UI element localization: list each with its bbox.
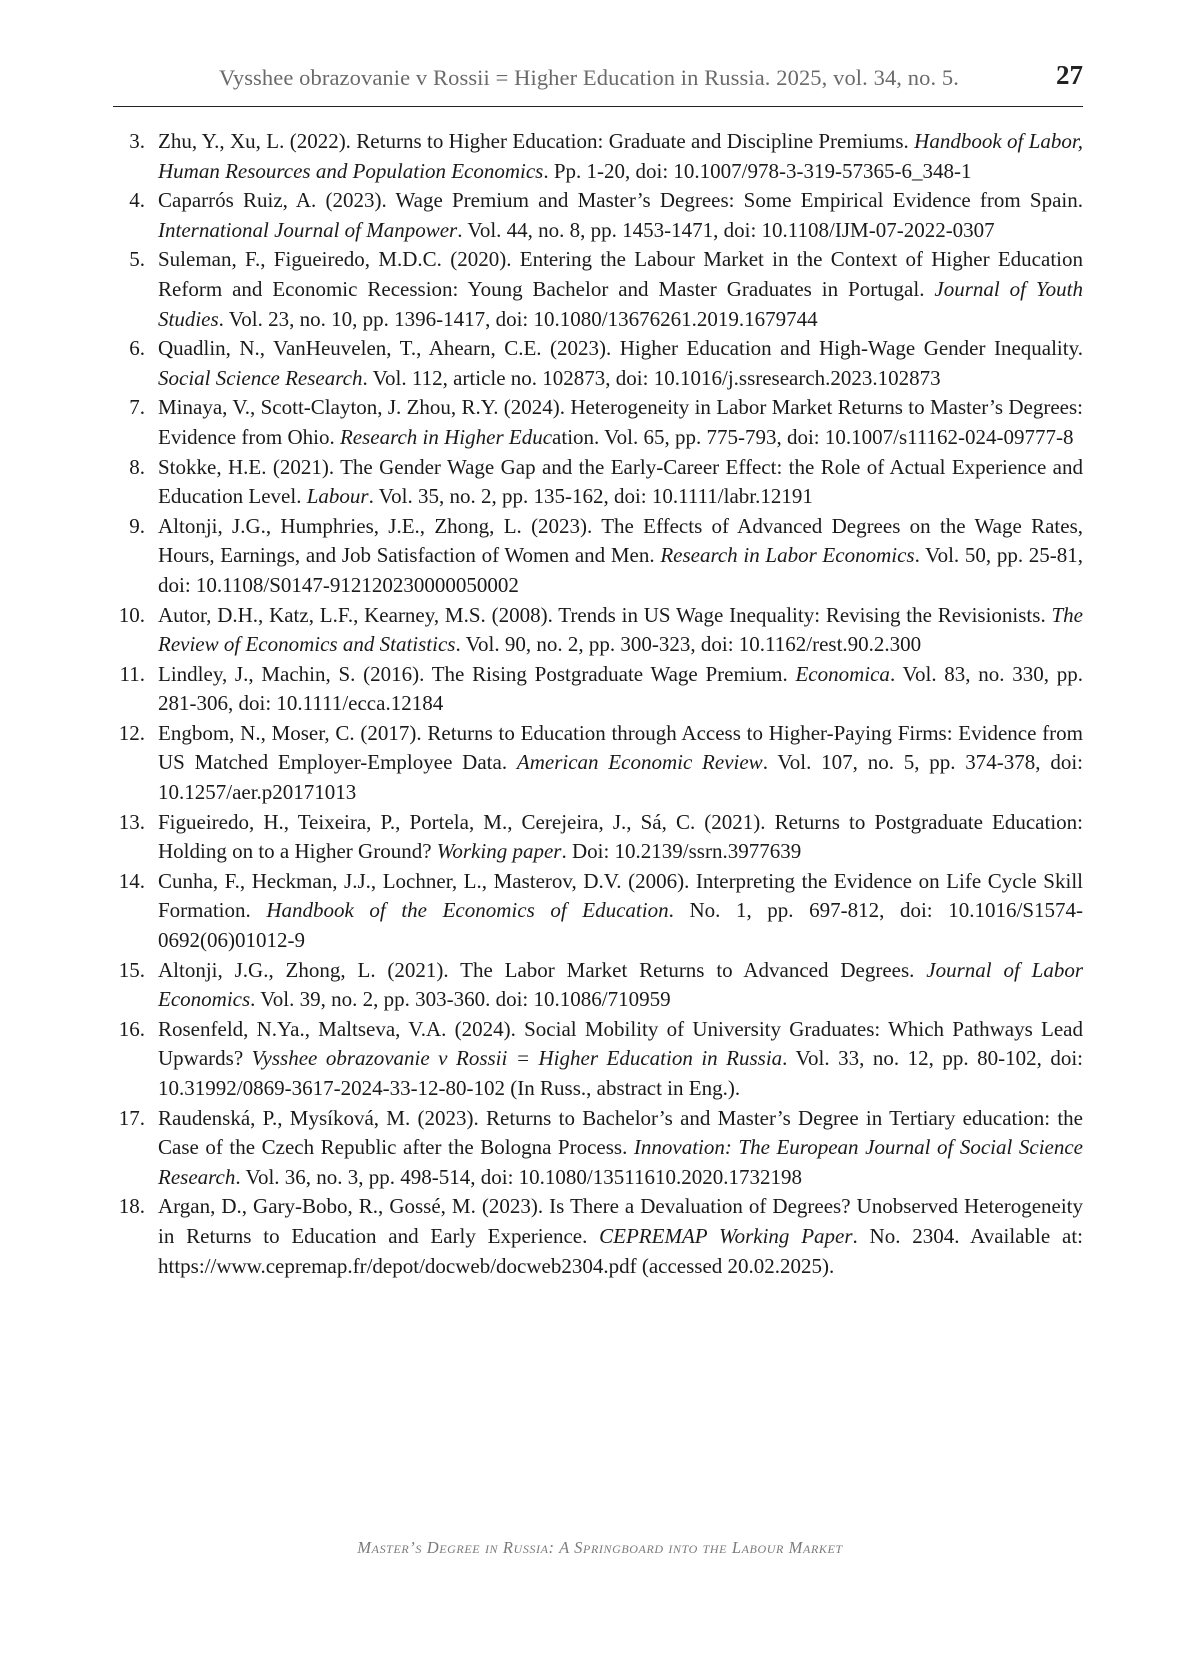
reference-source: Research in Labor Economics xyxy=(660,543,915,568)
reference-text: Altonji, J.G., Humphries, J.E., Zhong, L. (2023). The Effects of Advanced Degrees on the Wage Rates, Hours, Earnings, and Job Satisfaction of Women and Men. xyxy=(158,513,1083,568)
reference-text: Figueiredo, H., Teixeira, P., Portela, M., Cerejeira, J., Sá, C. (2021). Returns to Postgraduate Education: Holding on to a Higher Ground? xyxy=(158,809,1083,864)
reference-details: . Vol. 83, no. 330, pp. 281-306, doi: 10.1111/ecca.12184 xyxy=(158,661,1083,716)
reference-text: Altonji, J.G., Zhong, L. (2021). The Labor Market Returns to Advanced Degrees. xyxy=(158,957,927,982)
reference-details: . Vol. 36, no. 3, pp. 498-514, doi: 10.1080/13511610.2020.1732198 xyxy=(235,1164,802,1189)
reference-item xyxy=(113,867,1083,956)
reference-details: ation. Vol. 65, pp. 775-793, doi: 10.1007/s11162-024-09777-8 xyxy=(552,424,1074,449)
reference-text: Stokke, H.E. (2021). The Gender Wage Gap and the Early-Career Effect: the Role of Actual Experience and Education Level. xyxy=(158,454,1083,509)
reference-item xyxy=(113,1104,1083,1193)
reference-source: American Economic Review xyxy=(516,750,763,775)
reference-number: 8. xyxy=(129,454,145,479)
reference-number: 16. xyxy=(118,1016,145,1041)
reference-details: . Vol. 33, no. 12, pp. 80-102, doi: 10.31992/0869-3617-2024-33-12-80-102 (In Russ., abstract in Eng.). xyxy=(158,1046,1084,1100)
reference-item xyxy=(113,660,1083,719)
reference-text: Quadlin, N., VanHeuvelen, T., Ahearn, C.E. (2023). Higher Education and High-Wage Gender Inequality. xyxy=(158,336,1083,361)
reference-number: 11. xyxy=(119,661,145,686)
reference-item xyxy=(113,334,1083,393)
reference-details: . Doi: 10.2139/ssrn.3977639 xyxy=(561,839,802,864)
reference-source: Labour xyxy=(306,484,369,509)
page-header xyxy=(113,58,1083,107)
reference-source: Working paper xyxy=(436,839,562,864)
reference-details: . Pp. 1-20, doi: 10.1007/978-3-319-57365-6_348-1 xyxy=(543,158,972,183)
reference-text: Caparrós Ruiz, A. (2023). Wage Premium and Master’s Degrees: Some Empirical Evidence from Spain. xyxy=(158,188,1083,213)
reference-source: Social Science Research xyxy=(158,365,363,390)
reference-number: 7. xyxy=(129,395,145,420)
reference-list xyxy=(113,127,1083,1281)
reference-details: . Vol. 23, no. 10, pp. 1396-1417, doi: 10.1080/13676261.2019.1679744 xyxy=(218,306,818,331)
reference-source: Vysshee obrazovanie v Rossii = Higher Education in Russia xyxy=(251,1046,783,1071)
running-footer: Master’s Degree in Russia: A Springboard into the Labour Market xyxy=(357,1538,843,1557)
reference-number: 13. xyxy=(118,809,145,834)
reference-details: . No. 2304. Available at: https://www.cepremap.fr/depot/docweb/docweb2304.pdf (accessed 20.02.2025). xyxy=(158,1223,1083,1278)
reference-details: . Vol. 50, pp. 25-81, doi: 10.1108/S0147-912120230000050002 xyxy=(158,543,1083,597)
reference-item xyxy=(113,1192,1083,1281)
reference-source: Innovation: The European Journal of Social Science Research xyxy=(158,1135,1083,1189)
reference-details: . Vol. 35, no. 2, pp. 135-162, doi: 10.1111/labr.12191 xyxy=(368,484,813,509)
reference-source: CEPREMAP Working Paper xyxy=(599,1223,853,1248)
reference-text: Zhu, Y., Xu, L. (2022). Returns to Higher Education: Graduate and Discipline Premiums. xyxy=(158,129,915,153)
reference-item xyxy=(113,1015,1083,1104)
reference-number: 14. xyxy=(118,868,145,893)
reference-item xyxy=(113,453,1083,512)
reference-text: Autor, D.H., Katz, L.F., Kearney, M.S. (2008). Trends in US Wage Inequality: Revising the Revisionists. xyxy=(158,602,1052,627)
reference-item xyxy=(113,127,1083,186)
reference-number: 17. xyxy=(118,1105,145,1130)
reference-text: Rosenfeld, N.Ya., Maltseva, V.A. (2024). Social Mobility of University Graduates: Which Pathways Lead Upwards? xyxy=(158,1016,1083,1071)
reference-details: . Vol. 107, no. 5, pp. 374-378, doi: 10.1257/aer.p20171013 xyxy=(158,750,1083,805)
reference-source: Handbook of the Economics of Education xyxy=(266,898,669,923)
reference-details: . Vol. 112, article no. 102873, doi: 10.1016/j.ssresearch.2023.102873 xyxy=(362,365,941,390)
reference-details: . Vol. 44, no. 8, pp. 1453-1471, doi: 10.1108/IJM-07-2022-0307 xyxy=(457,217,995,242)
page-number: 27 xyxy=(1056,60,1083,90)
reference-text: Lindley, J., Machin, S. (2016). The Rising Postgraduate Wage Premium. xyxy=(158,661,796,686)
reference-item xyxy=(113,186,1083,245)
reference-item xyxy=(113,956,1083,1015)
reference-item xyxy=(113,512,1083,601)
reference-number: 5. xyxy=(129,247,145,272)
reference-number: 15. xyxy=(118,957,145,982)
reference-item xyxy=(113,719,1083,808)
reference-text: Raudenská, P., Mysíková, M. (2023). Returns to Bachelor’s and Master’s Degree in Tertiary education: the Case of the Czech Republic after the Bologna Process. xyxy=(158,1105,1083,1160)
reference-number: 10. xyxy=(118,602,145,627)
reference-details: . No. 1, pp. 697-812, doi: 10.1016/S1574-0692(06)01012-9 xyxy=(158,898,1083,953)
reference-text: Minaya, V., Scott-Clayton, J. Zhou, R.Y. (2024). Heterogeneity in Labor Market Returns to Master’s Degrees: Evidence from Ohio. xyxy=(158,395,1083,449)
reference-text: Argan, D., Gary-Bobo, R., Gossé, M. (2023). Is There a Devaluation of Degrees? Unobserved Heterogeneity in Returns to Education and Early Experience. xyxy=(158,1194,1083,1248)
reference-source: Journal of Labor Economics xyxy=(158,957,1083,1012)
reference-source: Economica xyxy=(795,661,890,686)
reference-item xyxy=(113,601,1083,660)
reference-number: 3. xyxy=(129,129,145,153)
reference-number: 6. xyxy=(129,336,145,361)
reference-item xyxy=(113,245,1083,334)
reference-number: 18. xyxy=(118,1194,145,1219)
journal-title: Vysshee obrazovanie v Rossii = Higher Education in Russia. 2025, vol. 34, no. 5. xyxy=(219,65,959,90)
reference-source: The Review of Economics and Statistics xyxy=(158,602,1083,657)
reference-source: Handbook of Labor, Human Resources and Population Economics xyxy=(158,129,1083,183)
reference-text: Cunha, F., Heckman, J.J., Lochner, L., Masterov, D.V. (2006). Interpreting the Evidence on Life Cycle Skill Formation. xyxy=(158,868,1083,923)
reference-number: 12. xyxy=(118,720,145,745)
reference-source: Journal of Youth Studies xyxy=(158,276,1083,331)
reference-number: 9. xyxy=(129,513,145,538)
reference-source: International Journal of Manpower xyxy=(158,217,458,242)
reference-number: 4. xyxy=(129,188,145,213)
reference-item xyxy=(113,393,1083,452)
reference-source: Research in Higher Educ xyxy=(339,424,553,449)
reference-text: Suleman, F., Figueiredo, M.D.C. (2020). Entering the Labour Market in the Context of Higher Education Reform and Economic Recession: Young Bachelor and Master Graduates in Portugal. xyxy=(158,247,1083,301)
reference-details: . Vol. 90, no. 2, pp. 300-323, doi: 10.1162/rest.90.2.300 xyxy=(455,632,922,657)
reference-text: Engbom, N., Moser, C. (2017). Returns to Education through Access to Higher-Paying Firms: Evidence from US Matched Employer-Employee Data. xyxy=(158,720,1083,775)
reference-item xyxy=(113,808,1083,867)
reference-details: . Vol. 39, no. 2, pp. 303-360. doi: 10.1086/710959 xyxy=(250,987,671,1012)
